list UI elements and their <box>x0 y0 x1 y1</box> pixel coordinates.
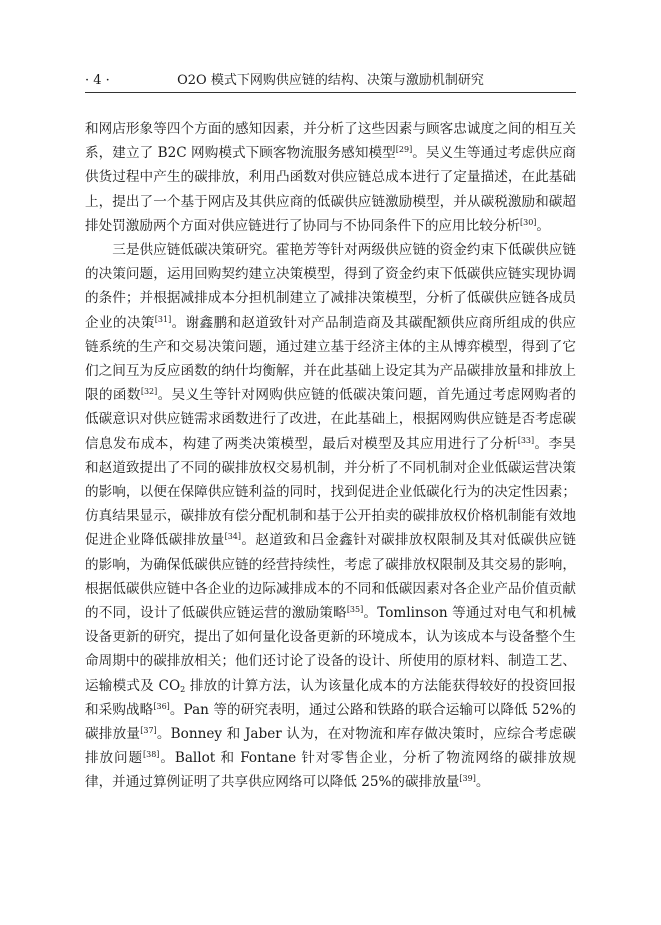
citation-36: [36] <box>153 701 170 711</box>
citation-29: [29] <box>395 145 413 155</box>
citation-32: [32] <box>140 387 158 397</box>
text-run: 三是供应链低碳决策研究。霍艳芳等针对两级供应链的资金约束下低碳供应链的决策问题，运用回购契约建立决策模型，得到了资金约束下低碳供应链实现协调的条件；并根据减排成本分担机制建立了减排决策模型，分析了低碳供应链各成员企业的决策 <box>85 242 576 331</box>
co2-subscript: 2 <box>180 684 186 694</box>
text-run: 。谢鑫鹏和赵道致针对产品制造商及其碳配额供应商所组成的供应链系统的生产和交易决策问题，通过建立基于经济主体的主从博弈模型，得到了它们之间互为反应函数的纳什均衡解，并在此基础上设定其为产品碳排放量和排放上限的函数 <box>85 314 577 404</box>
citation-35: [35] <box>346 605 364 615</box>
text-run: 。 <box>536 217 551 234</box>
text-run: 。Tomlinson 等通过对电气和机械设备更新的研究，提出了如何量化设备更新的环境成本，认为该成本与设备整个生命周期中的碳排放相关；他们还讨论了设备的设计、所使用的原材料、制造工艺、运输模式及 CO <box>85 605 576 694</box>
citation-37: [37] <box>140 726 157 736</box>
citation-38: [38] <box>143 750 160 760</box>
page-number: · 4 · <box>85 73 110 88</box>
paragraph-2 <box>85 238 576 795</box>
citation-39: [39] <box>459 774 476 784</box>
text-run: 。吴义生等通过考虑供应商供货过程中产生的碳排放，利用凸函数对供应链总成本进行了定量描述，在此基础上，提出了一个基于网店及其供应商的低碳供应链激励模型，并从碳税激励和碳超排处罚激励两个方面对供应链进行了协同与不协同条件下的应用比较分析 <box>85 145 576 234</box>
text-run: 。 <box>475 774 490 791</box>
citation-34: [34] <box>224 532 242 542</box>
text-run: 。Bonney 和 Jaber 认为，在对物流和库存做决策时，应综合考虑碳排放问题 <box>85 726 577 767</box>
body-text <box>85 117 576 795</box>
text-run: 排放的计算方法，认为该量化成本的方法能获得较好的投资回报和采购战略 <box>85 677 576 718</box>
running-title: O2O 模式下网购供应链的结构、决策与激励机制研究 <box>177 73 484 88</box>
text-run: 。Pan 等的研究表明，通过公路和铁路的联合运输可以降低 52%的碳排放量 <box>85 701 577 743</box>
text-run: 。吴义生等针对网购供应链的低碳决策问题，首先通过考虑网购者的低碳意识对供应链需求函数进行了改进，在此基础上，根据网购供应链是否考虑碳信息发布成本，构建了两类决策模型，最后对模型及其应用进行了分析 <box>85 387 577 452</box>
text-run: 和网店形象等四个方面的感知因素，并分析了这些因素与顾客忠诚度之间的相互关系，建立了 B2C 网购模式下顾客物流服务感知模型 <box>85 121 576 162</box>
citation-30: [30] <box>520 217 537 227</box>
page-header <box>85 72 576 93</box>
citation-31: [31] <box>154 314 172 324</box>
paragraph-1 <box>85 117 576 238</box>
citation-33: [33] <box>517 435 535 445</box>
text-run: 。Ballot 和 Fontane 针对零售企业，分析了物流网络的碳排放规律，并通过算例证明了共享供应网络可以降低 25%的碳排放量 <box>85 750 576 791</box>
text-run: 。赵道致和吕金鑫针对碳排放权限制及其对低碳供应链的影响，为确保低碳供应链的经营持续性，考虑了碳排放权限制及其交易的影响，根据低碳供应链中各企业的边际减排成本的不同和低碳因素对各企业产品价值贡献的不同，设计了低碳供应链运营的激励策略 <box>85 532 577 622</box>
text-run: 。李昊和赵道致提出了不同的碳排放权交易机制，并分析了不同机制对企业低碳运营决策的影响，以便在保障供应链利益的同时，找到促进企业低碳化行为的决定性因素；仿真结果显示，碳排放有偿分配机制和基于公开拍卖的碳排放权价格机制能有效地促进企业降低碳排放量 <box>85 435 576 549</box>
